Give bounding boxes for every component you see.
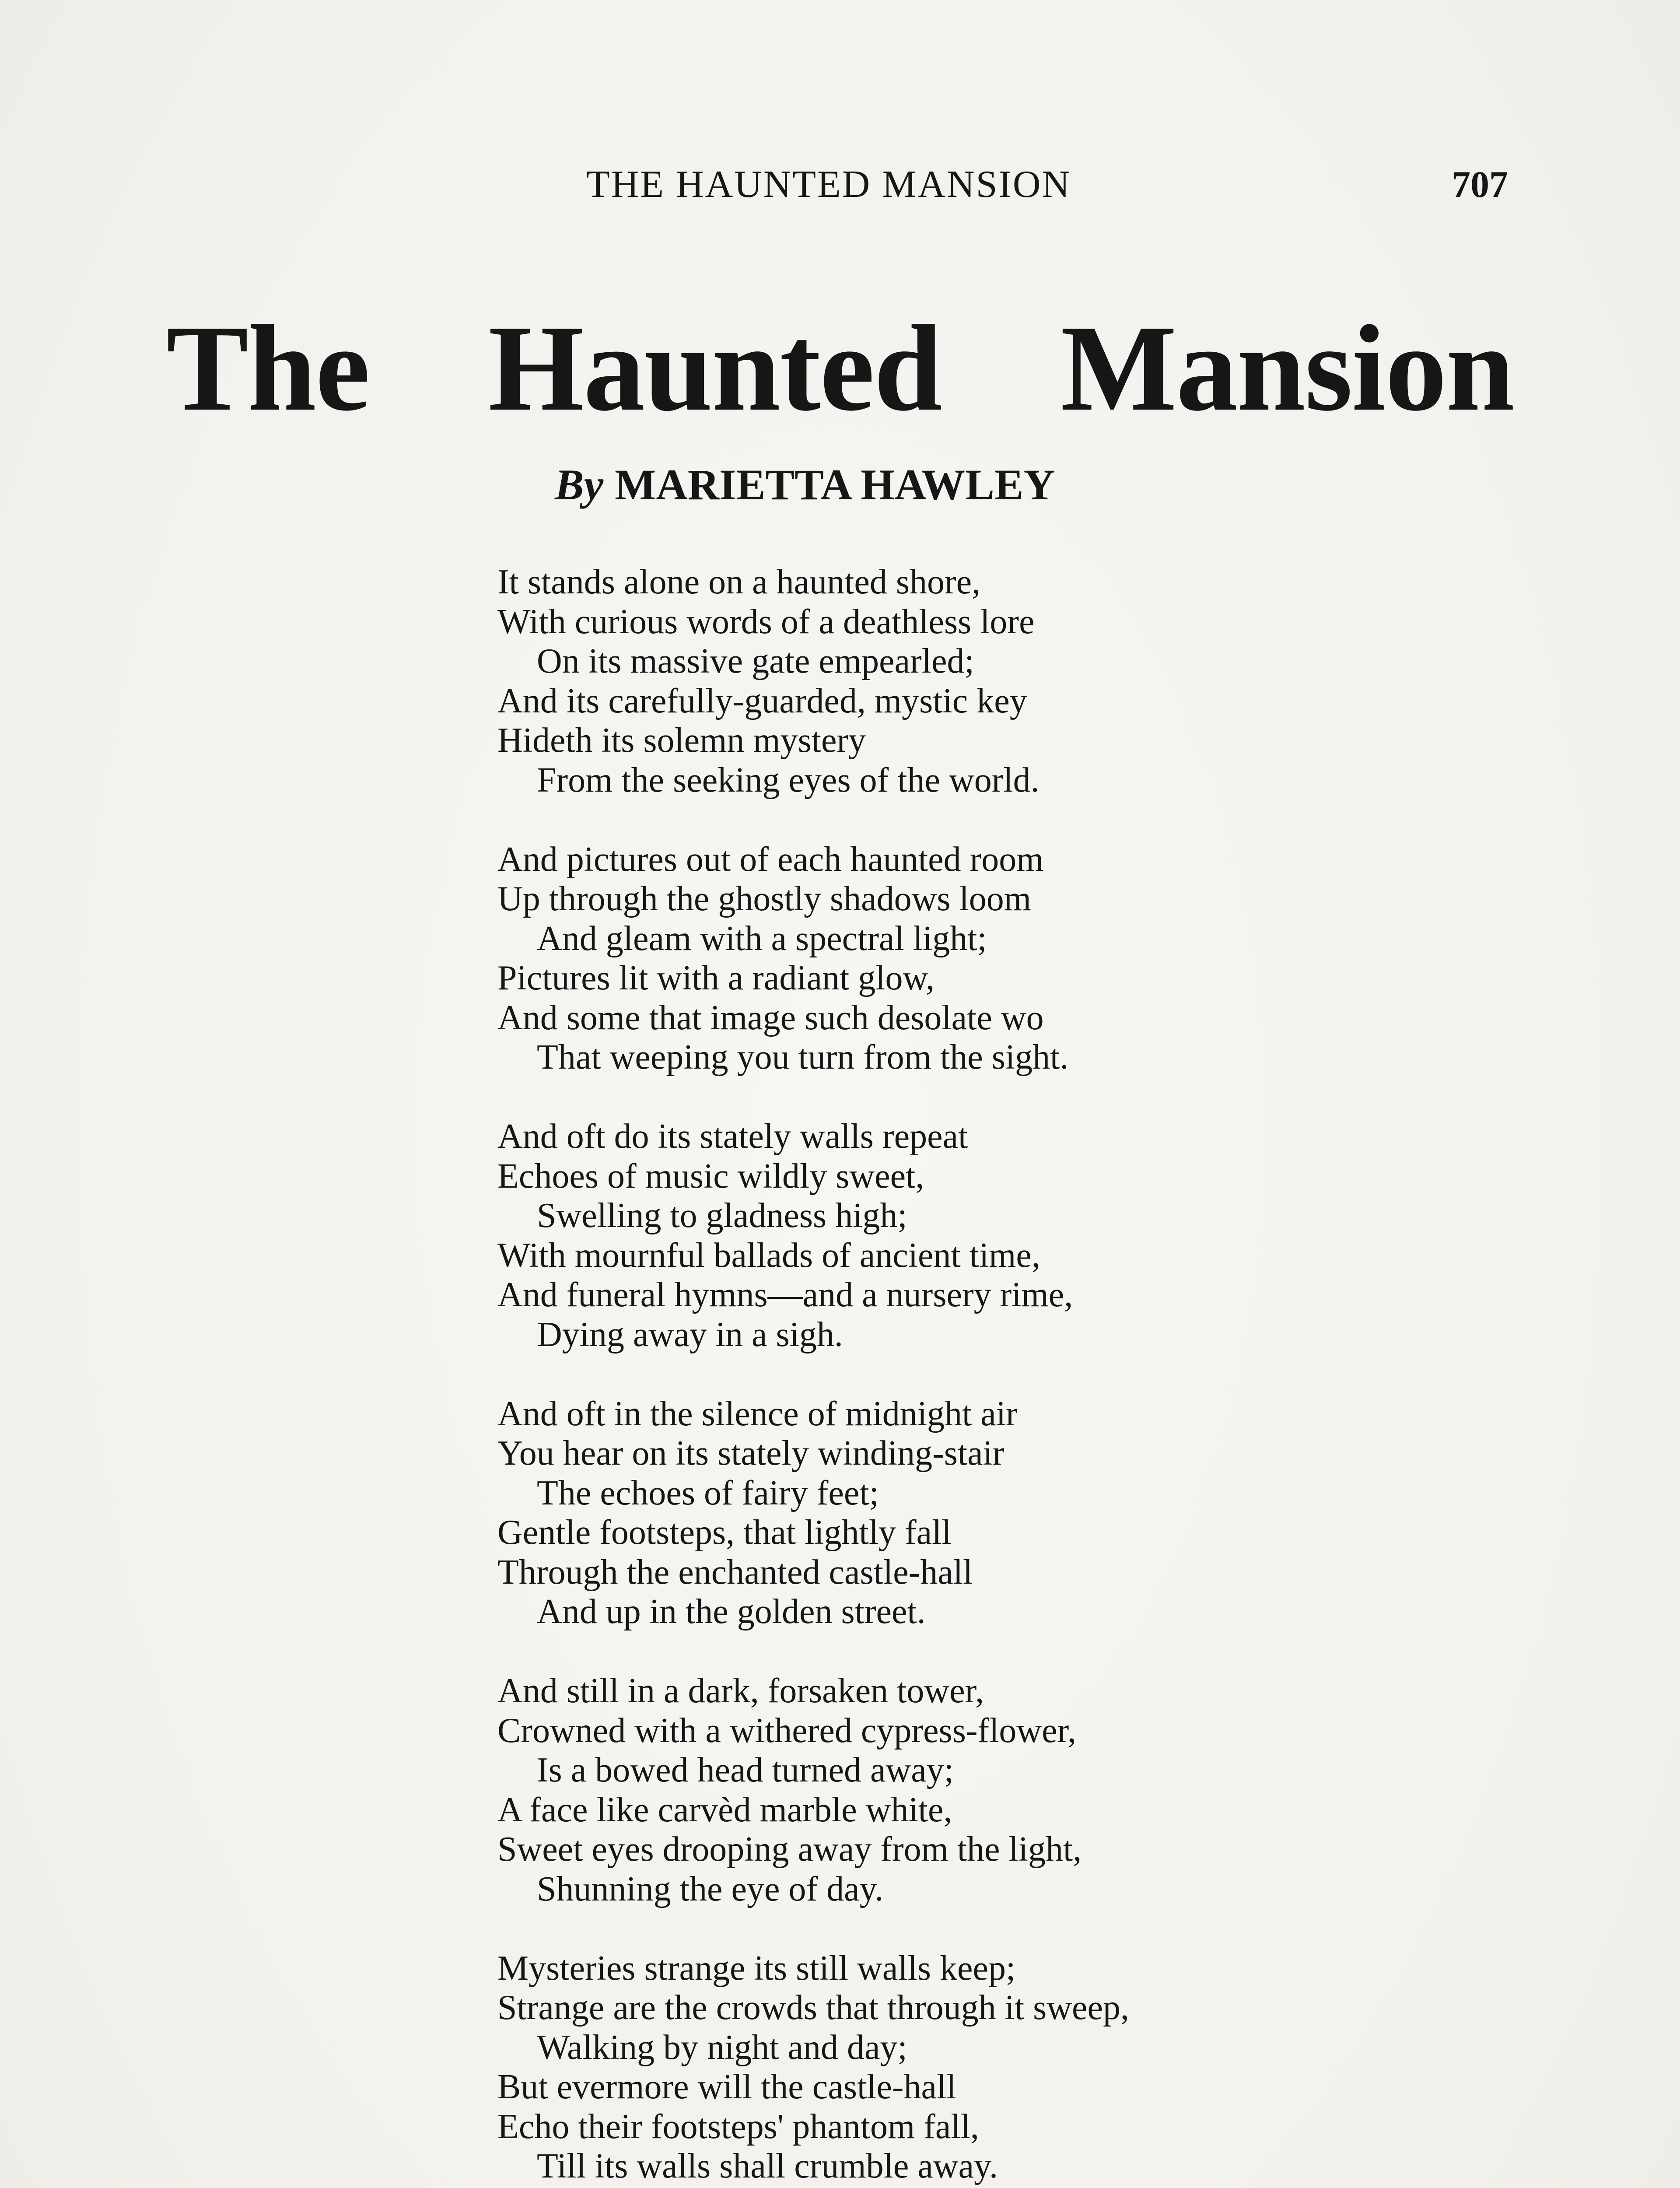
poem-line: Is a bowed head turned away; bbox=[537, 1751, 954, 1789]
poem-line: Swelling to gladness high; bbox=[537, 1196, 907, 1235]
title-word: Haunted bbox=[488, 300, 942, 436]
poem-line: Crowned with a withered cypress-flower, bbox=[497, 1711, 1077, 1750]
title-word: The bbox=[166, 300, 370, 436]
stanza bbox=[497, 840, 1372, 1077]
poem-line: But evermore will the castle-hall bbox=[497, 2068, 956, 2106]
page-number: 707 bbox=[1452, 163, 1508, 205]
poem-line: Hideth its solemn mystery bbox=[497, 721, 866, 760]
poem-line: Dying away in a sigh. bbox=[537, 1315, 843, 1354]
poem-line: The echoes of fairy feet; bbox=[537, 1473, 879, 1512]
poem-line: With curious words of a deathless lore bbox=[497, 602, 1035, 641]
poem-line: Through the enchanted castle-hall bbox=[497, 1553, 973, 1592]
poem-line: Up through the ghostly shadows loom bbox=[497, 880, 1031, 918]
poem-line: And oft in the silence of midnight air bbox=[497, 1394, 1018, 1433]
poem-line: Gentle footsteps, that lightly fall bbox=[497, 1513, 952, 1552]
poem-line: And oft do its stately walls repeat bbox=[497, 1117, 968, 1156]
poem-body bbox=[497, 562, 1372, 2186]
byline-by: By bbox=[555, 460, 604, 509]
poem-title bbox=[166, 300, 1514, 436]
poem-line: And pictures out of each haunted room bbox=[497, 840, 1044, 879]
poem-line: Echoes of music wildly sweet, bbox=[497, 1157, 924, 1196]
poem-line: On its massive gate empearled; bbox=[537, 642, 974, 680]
poem-line: You hear on its stately winding-stair bbox=[497, 1434, 1004, 1473]
poem-line: And its carefully-guarded, mystic key bbox=[497, 681, 1027, 720]
poem-line: And still in a dark, forsaken tower, bbox=[497, 1672, 984, 1710]
poem-line: And funeral hymns—and a nursery rime, bbox=[497, 1276, 1073, 1314]
stanza bbox=[497, 1394, 1372, 1632]
stanza bbox=[497, 1949, 1372, 2186]
poem-line: Echo their footsteps' phantom fall, bbox=[497, 2107, 979, 2146]
poem-line: Mysteries strange its still walls keep; bbox=[497, 1949, 1016, 1988]
byline bbox=[555, 460, 1055, 509]
poem-line: That weeping you turn from the sight. bbox=[537, 1038, 1069, 1076]
poem-line: Pictures lit with a radiant glow, bbox=[497, 959, 935, 997]
byline-author: MARIETTA HAWLEY bbox=[615, 460, 1055, 509]
poem-line: Walking by night and day; bbox=[537, 2028, 907, 2067]
stanza bbox=[497, 562, 1372, 800]
poem-line: Till its walls shall crumble away. bbox=[537, 2147, 998, 2185]
running-header-title: THE HAUNTED MANSION bbox=[586, 163, 1071, 206]
poem-line: And up in the golden street. bbox=[537, 1592, 926, 1631]
poem-line: A face like carvèd marble white, bbox=[497, 1790, 952, 1829]
poem-line: From the seeking eyes of the world. bbox=[537, 761, 1040, 799]
title-word: Mansion bbox=[1060, 300, 1514, 436]
poem-line: And some that image such desolate wo bbox=[497, 998, 1044, 1037]
stanza bbox=[497, 1671, 1372, 1909]
poem-line: And gleam with a spectral light; bbox=[537, 919, 987, 958]
poem-line: It stands alone on a haunted shore, bbox=[497, 563, 981, 601]
poem-line: Sweet eyes drooping away from the light, bbox=[497, 1830, 1082, 1869]
stanza bbox=[497, 1117, 1372, 1354]
poem-line: Shunning the eye of day. bbox=[537, 1869, 884, 1908]
poem-line: Strange are the crowds that through it sweep, bbox=[497, 1988, 1130, 2027]
poem-line: With mournful ballads of ancient time, bbox=[497, 1236, 1040, 1275]
